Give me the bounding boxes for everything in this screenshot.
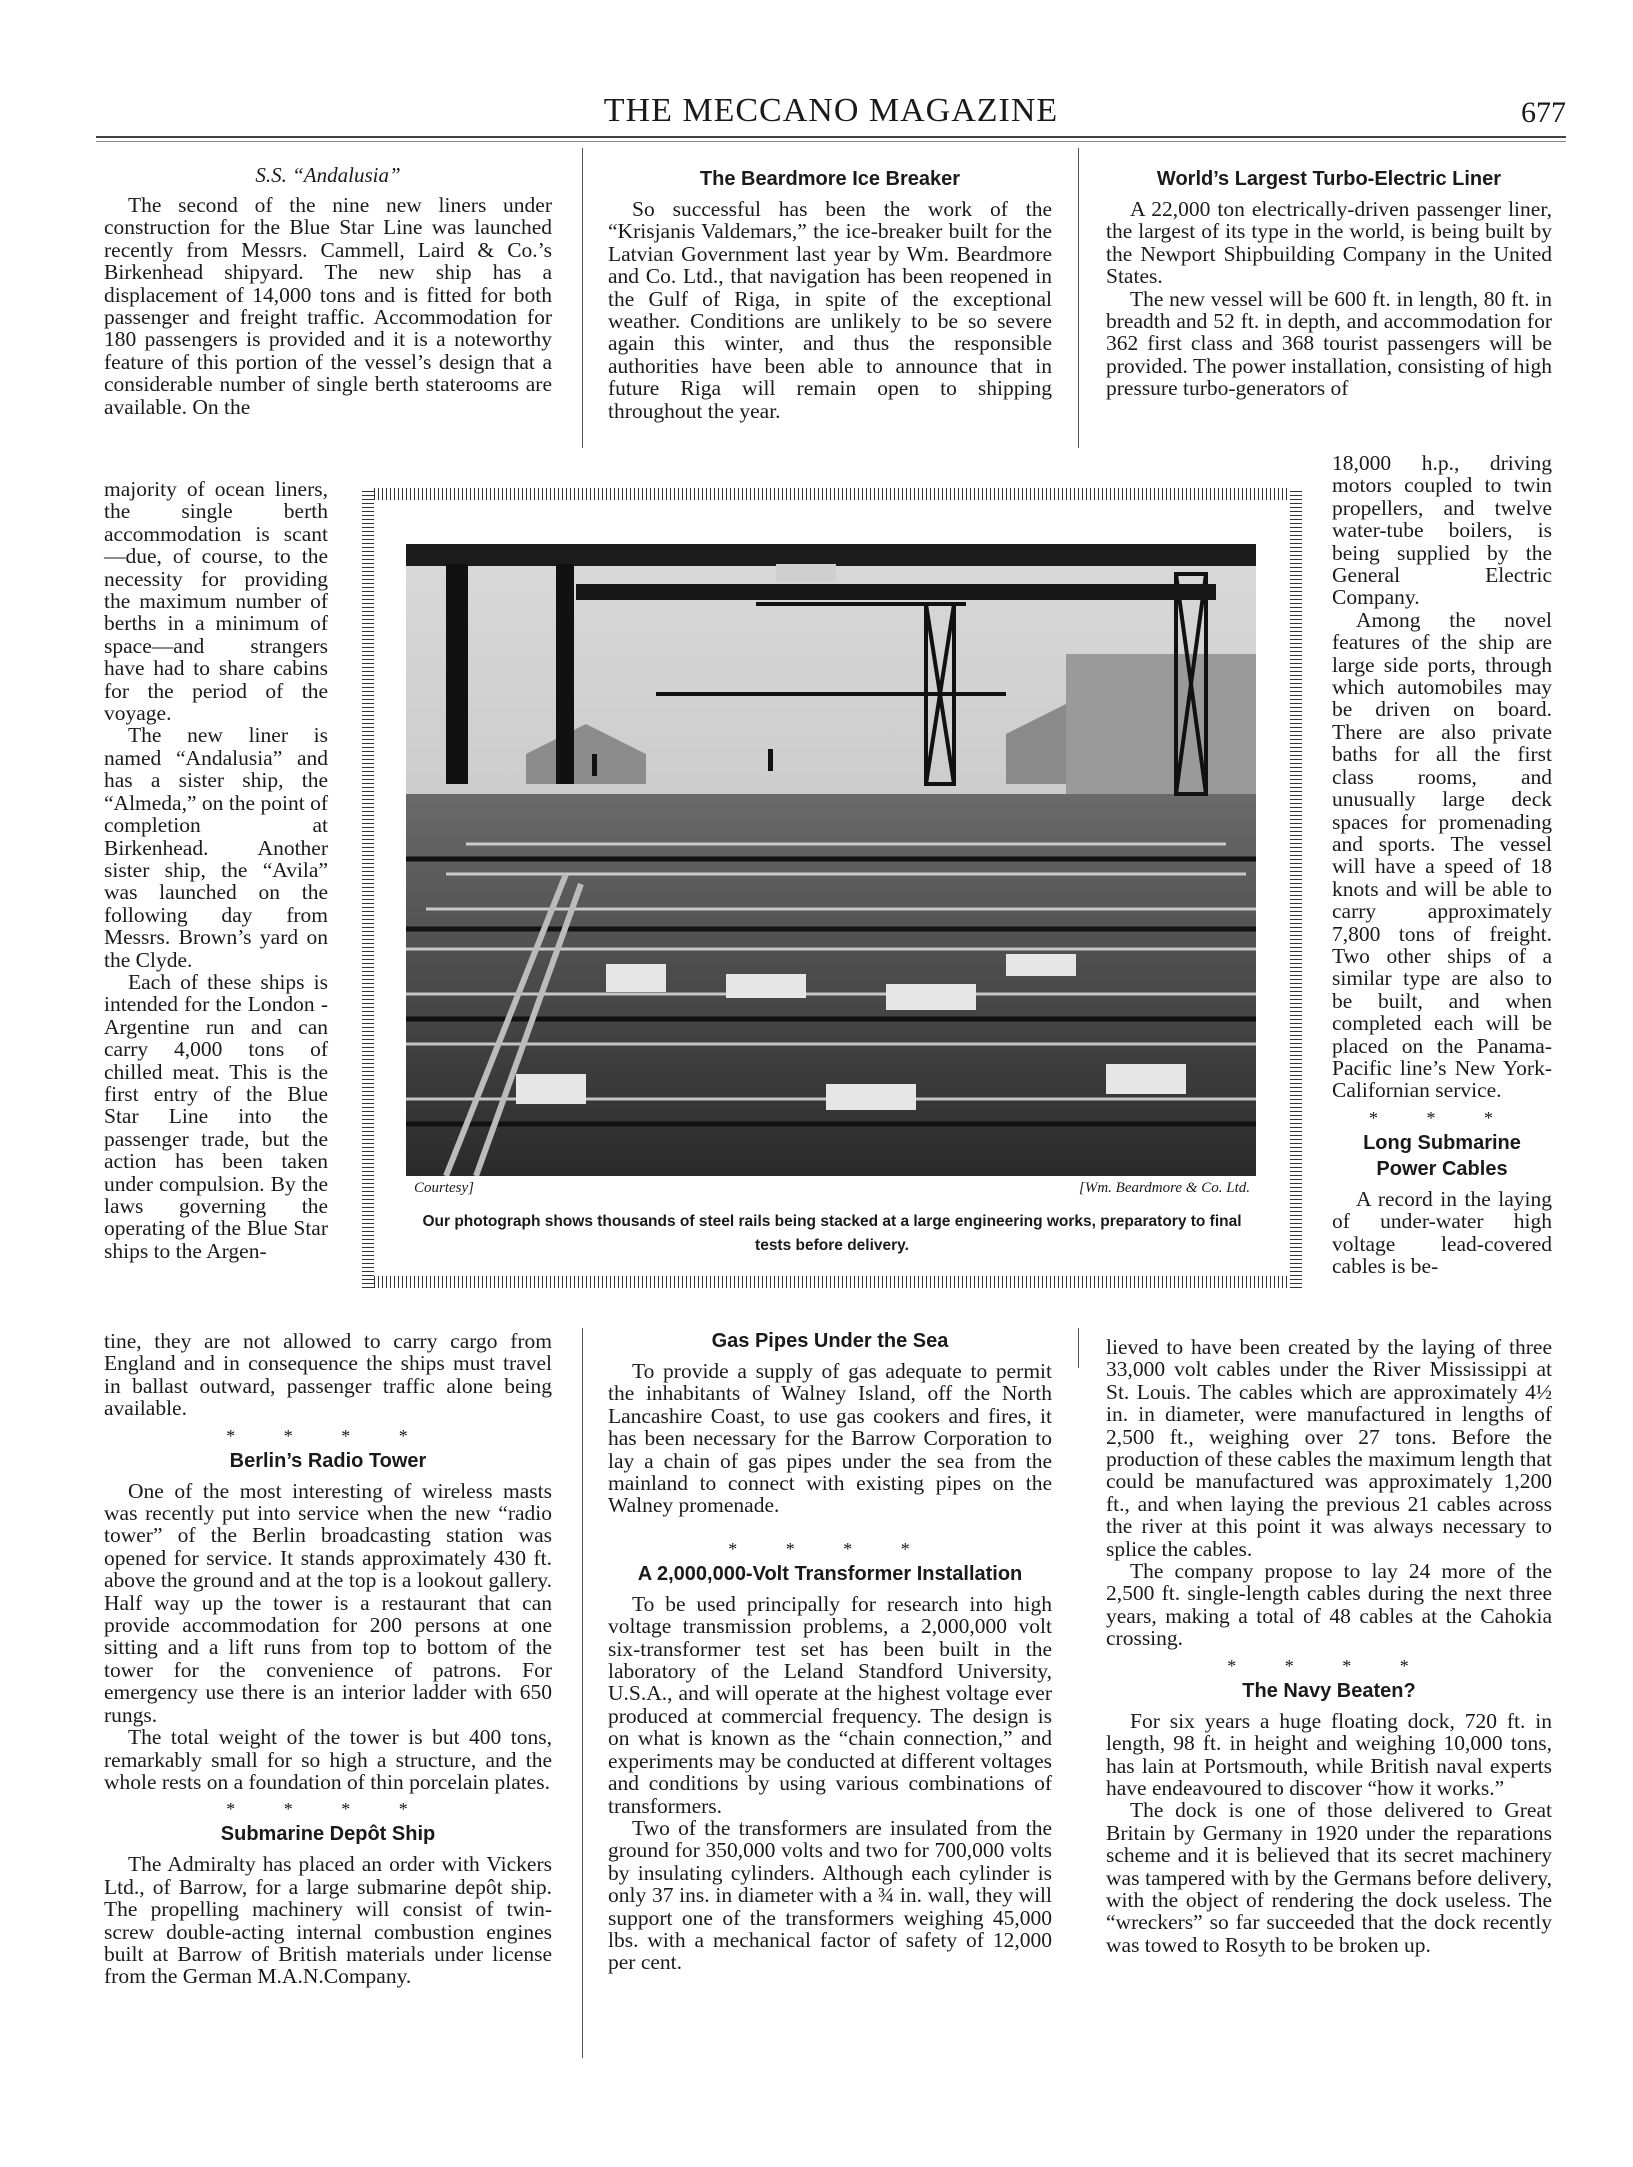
article-paragraph: One of the most interesting of wireless masts was recently put into service when the new “radio tower” of the Berlin broadcasting station was opened for service. It stands approximately 430 ft. above the ground and at the top is a lookout gallery. Half way up the tower is a restaurant that can provide accommodation for 200 persons at one sitting and a lift runs from top to bottom of the tower for the convenience of patrons. For emergency use there is an interior ladder with 650 rungs. [104,1478,552,1727]
article-paragraph: 18,000 h.p., driving motors coupled to twin propellers, and twelve water-tube boilers, is being supplied by the General Electric Company. [1332,451,1552,610]
article-paragraph: The Admiralty has placed an order with Vickers Ltd., of Barrow, for a large submarine depôt ship. The propelling machinery will consist of twin-screw double-acting internal combustion engines built at Barrow of British materials under license from the German M.A.N.Company. [104,1852,552,1989]
article-paragraph: The total weight of the tower is but 400 tons, remarkably small for so high a structure, and the whole rests on a foundation of thin porcelain plates. [104,1725,552,1794]
article-paragraph: For six years a huge floating dock, 720 ft. in length, 98 ft. in height and weighing 10,000 tons, has lain at Portsmouth, while British naval experts have endeavoured to discover “how it works.” [1106,1708,1552,1800]
article-paragraph: lieved to have been created by the laying of three 33,000 volt cables under the River Mississippi at St. Louis. The cables which are approximately 4½ in. in diameter, were manufactured in lengths of 2,500 ft., weighing over 27 tons. Before the production of these cables the maximum length that could be manufactured was approximately 1,200 ft., and when laying the previous 21 cables across the river at this point it was always necessary to splice the cables. [1106,1335,1553,1561]
article-paragraph: A record in the laying of under-water high voltage lead-covered cables is be- [1332,1186,1552,1278]
photo-caption: Our photograph shows thousands of steel rails being stacked at a large engineering works, preparatory to final tests before delivery. [422,1213,1242,1254]
article-beardmore [608,166,1052,422]
article-paragraph: To be used principally for research into high voltage transmission problems, a 2,000,000 volt six-transformer test set has been built in the laboratory of the Leland Standford University, U.S.A., and will operate at the highest voltage ever produced at commercial frequency. The design is on what is known as the “chain connection,” and experiments may be conducted at different voltages and conditions by using various combinations of transformers. [608,1591,1052,1818]
article-paragraph: To provide a supply of gas adequate to permit the inhabitants of Walney Island, off the North Lancashire Coast, to use gas cookers and fires, it has been necessary for the Barrow Corporation to lay a chain of gas pipes under the sea from the mainland to connect with existing pipes on the Walney promenade. [608,1359,1052,1518]
article-paragraph: Each of these ships is intended for the London - Argentine run and can carry 4,000 tons of chilled meat. This is the first entry of the Blue Star Line into the passenger trade, but the action has been taken under compulsion. By the laws governing the operating of the Blue Star ships to the Argen- [104,969,328,1263]
article-andalusia-narrow [104,478,328,1262]
article-paragraph: The company propose to lay 24 more of the 2,500 ft. single-length cables during the next three years, making a total of 48 cables at the Cahokia crossing. [1106,1559,1552,1651]
article-title: Submarine Depôt Ship [220,1823,436,1846]
article-paragraph: The new vessel will be 600 ft. in length, 80 ft. in breadth and 52 ft. in depth, and accommodation for 362 first class and 368 tourist passengers will be provided. The power installation, consisting of high pressure turbo-generators of [1106,286,1552,401]
article-title: Long Submarine Power Cables [1363,1131,1521,1180]
article-title: Berlin’s Radio Tower [229,1449,427,1472]
column-rule [1078,148,1079,448]
article-paragraph: The dock is one of those delivered to Great Britain by Germany in 1920 under the reparations scheme and it is believed that its secret machinery was tampered with by the Germans before delivery, with the object of rendering the dock useless. The “wreckers” so far succeeded that the dock recently was towed to Rosyth to be broken up. [1106,1798,1552,1957]
article-turbo-liner-narrow [1332,452,1552,1277]
article-power-cables [1106,1336,1552,1956]
section-separator: * * * [1369,1107,1515,1128]
article-paragraph: tine, they are not allowed to carry cargo from England and in consequence the ships must travel in ballast outward, passenger traffic alone being available. [104,1329,552,1421]
article-title: Gas Pipes Under the Sea [711,1330,949,1352]
article-turbo-liner [1106,166,1552,400]
article-andalusia-tail [104,1330,552,1988]
section-separator: * * * * [1227,1655,1431,1676]
article-title: S.S. “Andalusia” [255,163,401,187]
frame-border-top [362,488,1302,500]
article-paragraph: So successful has been the work of the “Krisjanis Valdemars,” the ice-breaker built for the Latvian Government last year by Wm. Beardmore and Co. Ltd., that navigation has been reopened in the Gulf of Riga, in spite of the exceptional weather. Conditions are unlikely to be so severe again this winter, and thus the responsible authorities have been able to announce that in future Riga will remain open to shipping throughout the year. [608,197,1052,423]
photo-courtesy: Courtesy] [414,1180,474,1196]
header-rule [96,136,1566,142]
frame-border-right [1290,488,1302,1288]
steel-rails-photo [406,544,1256,1176]
article-paragraph: The second of the nine new liners under construction for the Blue Star Line was launched recently from Messrs. Cammell, Laird & Co.’s Birkenhead shipyard. The new ship has a displacement of 14,000 tons and is fitted for both passenger and freight traffic. Accommodation for 180 passengers is provided and it is a noteworthy feature of this portion of the vessel’s design that a considerable number of single berth staterooms are available. On the [104,193,552,419]
article-title: A 2,000,000-Volt Transformer Installation [637,1562,1023,1585]
article-paragraph: Among the novel features of the ship are large side ports, through which automobiles may be driven on board. There are also private baths for all the first class rooms, and unusually large deck spaces for promenading and sports. The vessel will have a speed of 18 knots and will be able to carry approximately 7,800 tons of freight. Two other ships of a similar type are also to be built, and when completed each will be placed on the Panama-Pacific line’s New York-Californian service. [1332,607,1552,1103]
article-title: World’s Largest Turbo-Electric Liner [1156,168,1502,190]
masthead [96,92,1566,134]
column-rule [582,148,583,448]
magazine-title: THE MECCANO MAGAZINE [603,92,1059,129]
photo-credit: [Wm. Beardmore & Co. Ltd. [1079,1180,1250,1196]
column-rule [1078,1328,1079,1368]
section-separator: * * * * [728,1538,932,1559]
article-gas-pipes [608,1328,1052,1974]
article-title: The Beardmore Ice Breaker [699,168,961,190]
section-separator: * * * * [226,1799,430,1820]
frame-border-bottom [362,1276,1302,1288]
article-title: The Navy Beaten? [1242,1679,1416,1702]
section-separator: * * * * [226,1425,430,1446]
photo-frame [362,488,1302,1288]
article-paragraph: majority of ocean liners, the single berth accommodation is scant—due, of course, to the necessity for providing the maximum number of berths in a minimum of space—and strangers have had to share cabins for the period of the voyage. [104,477,328,726]
article-paragraph: A 22,000 ton electrically-driven passenger liner, the largest of its type in the world, is being built by the Newport Shipbuilding Company in the United States. [1106,197,1552,289]
page-number: 677 [1521,96,1566,129]
column-rule [582,1328,583,2058]
article-paragraph: Two of the transformers are insulated from the ground for 350,000 volts and two for 700,000 volts by insulating cylinders. Although each cylinder is only 37 ins. in diameter with a ¾ in. wall, they will support one of the transformers weighing 45,000 lbs. with a mechanical factor of safety of 12,000 per cent. [608,1815,1052,1975]
article-andalusia [104,162,552,418]
article-paragraph: The new liner is named “Andalusia” and has a sister ship, the “Almeda,” on the point of completion at Birkenhead. Another sister ship, the “Avila” was launched on the following day from Messrs. Brown’s yard on the Clyde. [104,723,328,972]
frame-border-left [362,488,374,1288]
